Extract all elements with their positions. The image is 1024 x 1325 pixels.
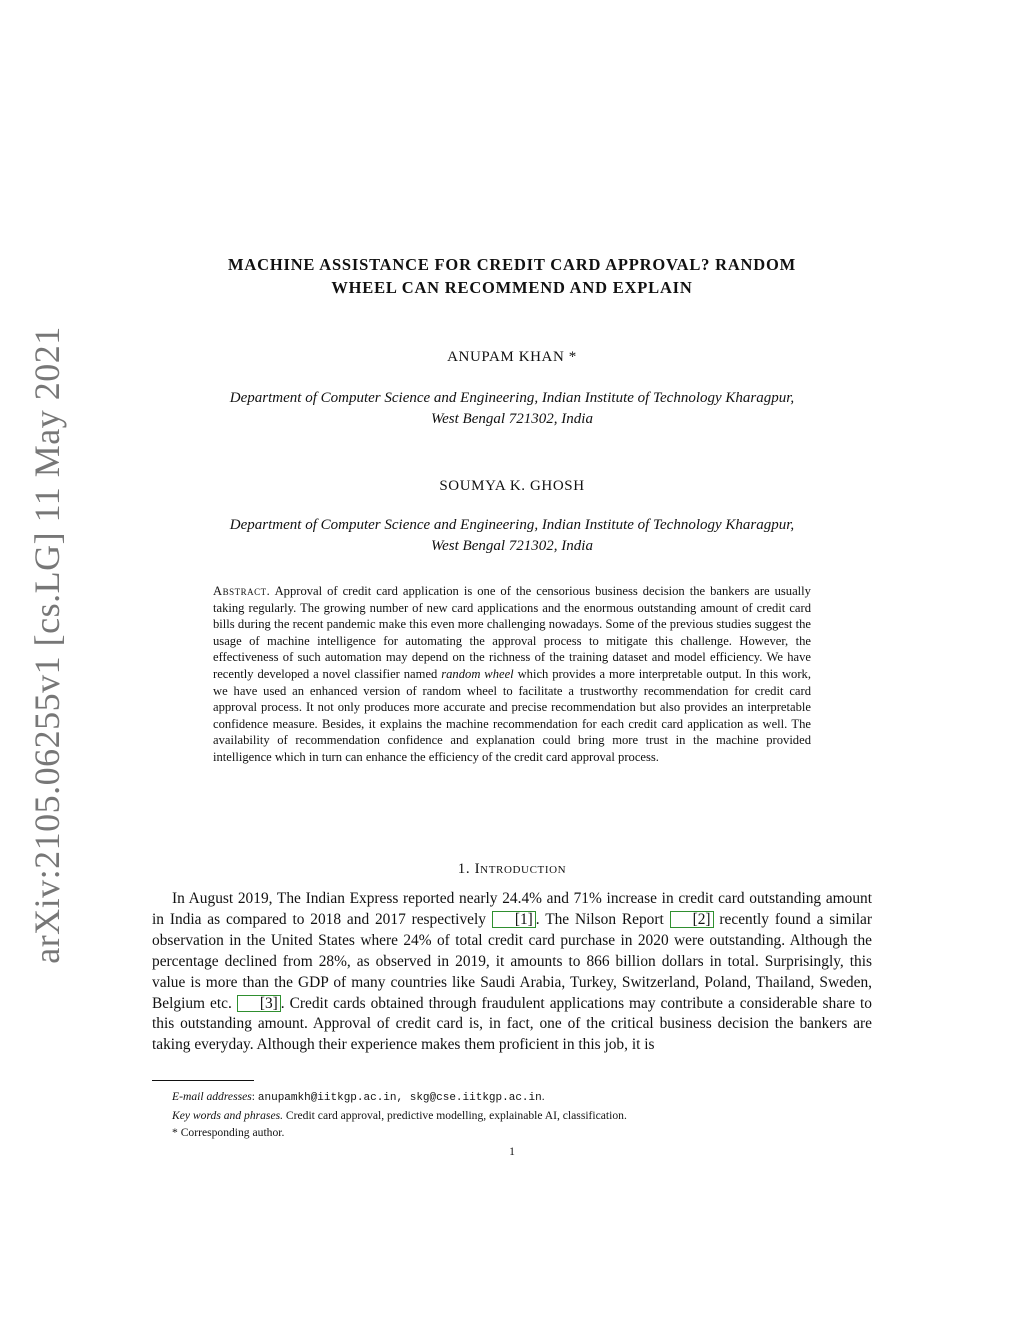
abstract-text-part-2: which provides a more interpretable output. In this work, we have used an enhanced version of random wheel to facilitate a trustworthy recommendation for credit card approval process. It not only produces more accurate and precise recommendation but also provides an interpretable confidence measure. Besides, it explains the machine recommendation for each credit card application as well. The availability of recommendation confidence and explanation could bring more trust in the machine provided intelligence which in turn can enhance the efficiency of the credit card approval process.	[213, 666, 811, 764]
abstract-emphasis-random-wheel: random wheel	[441, 666, 514, 681]
affiliation-2-line-2: West Bengal 721302, India	[431, 538, 593, 554]
abstract	[213, 583, 811, 766]
keywords-text: Credit card approval, predictive modelling, explainable AI, classification.	[285, 1109, 627, 1122]
author-name-1: ANUPAM KHAN *	[447, 349, 577, 365]
email-addresses: anupamkh@iitkgp.ac.in, skg@cse.iitkgp.ac.in	[257, 1092, 542, 1104]
section-title: Introduction	[474, 861, 567, 877]
title-line-1: MACHINE ASSISTANCE FOR CREDIT CARD APPROVAL? RANDOM	[228, 255, 796, 274]
paper-title	[150, 253, 874, 299]
arxiv-identifier: arXiv:2105.06255v1 [cs.LG] 11 May 2021	[27, 326, 68, 964]
section-heading-introduction	[150, 861, 874, 878]
abstract-label: Abstract.	[213, 584, 271, 598]
citation-link-1[interactable]: [1]	[492, 911, 536, 928]
footnote-corresponding: * Corresponding author.	[172, 1126, 285, 1139]
citation-link-2[interactable]: [2]	[670, 911, 714, 928]
abstract-text-part-1: Approval of credit card application is one of the censorious business decision the bankers are usually taking regularly. The growing number of new card applications and the enormous outstanding amount of credit card bills during the recent pandemic make this even more challenging nowadays. Some of the previous studies suggest the usage of machine intelligence for automating the approval process to mitigate this challenge. However, the effectiveness of such automation may depend on the richness of the training dataset and model efficiency. We have recently developed a novel classifier named	[213, 584, 811, 681]
intro-text-part-3: recently found a similar observation in the United States where 24% of total credit card purchase in 2020 were outstanding. Although the percentage declined from 28%, as observed in 2019, it amounts to 866 billion dollars in total. Surprisingly, this value is more than the GDP of many countries like Saudi Arabia, Turkey, Switzerland, Poland, Thailand, Sweden, Belgium etc.	[152, 910, 873, 1012]
section-number: 1.	[457, 861, 471, 877]
affiliation-1-line-2: West Bengal 721302, India	[431, 411, 593, 427]
intro-text-part-1: In August 2019, The Indian Express reported nearly 24.4% and 71% increase in credit card outstanding amount in India as compared to 2018 and 2017 respectively	[152, 890, 872, 928]
author-affiliation-1	[150, 388, 874, 430]
intro-text-part-2: . The Nilson Report	[535, 910, 664, 928]
footnote-divider	[152, 1080, 254, 1081]
affiliation-2-line-1: Department of Computer Science and Engineering, Indian Institute of Technology Kharagpur,	[229, 517, 795, 533]
author-name-2: SOUMYA K. GHOSH	[439, 478, 585, 494]
intro-text-part-4: . Credit cards obtained through fraudulent applications may contribute a considerable share to this outstanding amount. Approval of credit card is, in fact, one of the critical business decision the bankers are taking everyday. Although their experience makes them proficient in this job, it is	[152, 994, 873, 1054]
footnote-keywords	[152, 1107, 872, 1124]
title-line-2: WHEEL CAN RECOMMEND AND EXPLAIN	[331, 278, 693, 297]
footnotes	[152, 1088, 872, 1141]
citation-link-3[interactable]: [3]	[237, 995, 281, 1012]
arxiv-side-stamp	[27, 326, 68, 964]
page-number: 1	[509, 1145, 515, 1158]
introduction-paragraph	[152, 889, 872, 1056]
email-label: E-mail addresses	[172, 1090, 252, 1103]
footnote-emails: E-mail addresses: anupamkh@iitkgp.ac.in, skg@cse.iitkgp.ac.in.	[172, 1090, 545, 1104]
author-affiliation-2	[150, 515, 874, 557]
keywords-label: Key words and phrases.	[172, 1109, 284, 1122]
affiliation-1-line-1: Department of Computer Science and Engineering, Indian Institute of Technology Kharagpur,	[229, 390, 795, 406]
